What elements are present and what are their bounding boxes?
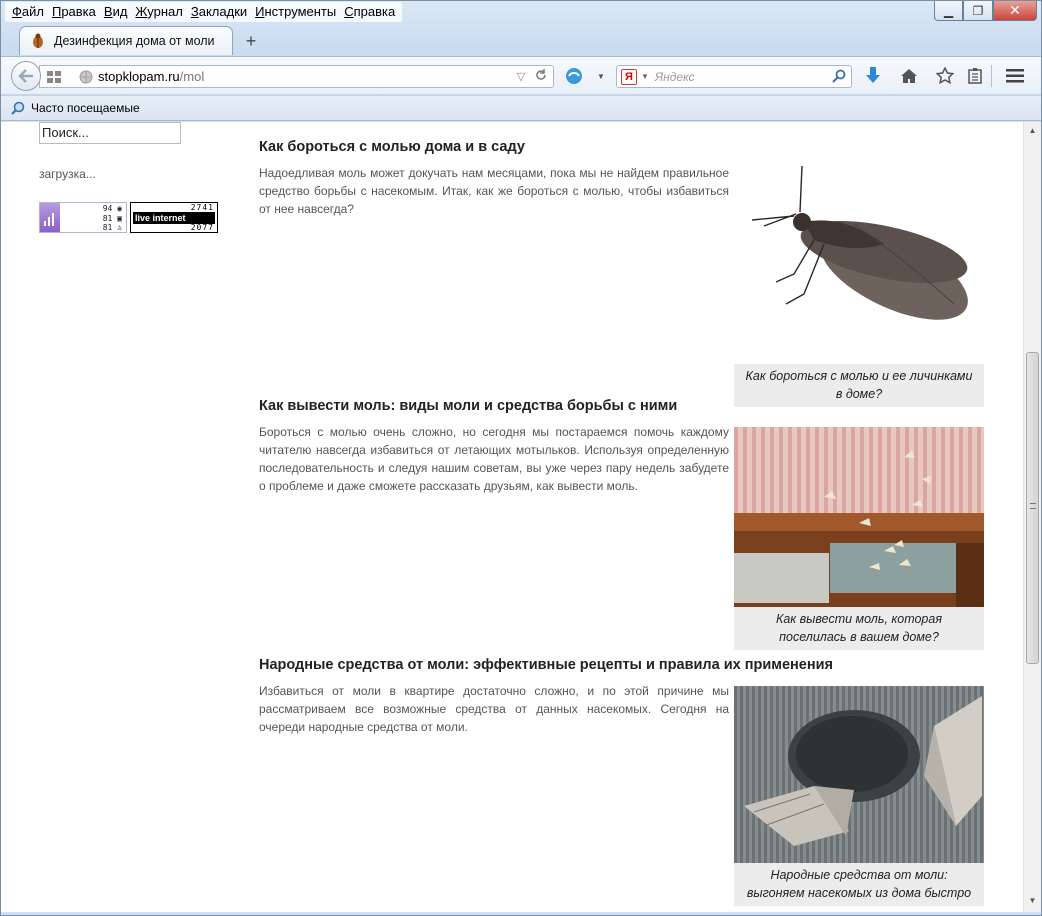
url-dropdown-icon[interactable]: ▽ xyxy=(516,71,526,83)
scroll-down-icon[interactable]: ▼ xyxy=(1028,896,1037,905)
figure-caption: Народные средства от моли: выгоняем насекомых из дома быстро xyxy=(734,863,984,906)
maximize-icon: ❐ xyxy=(972,3,984,18)
bookmark-star-icon[interactable] xyxy=(935,66,955,86)
menu-help[interactable]: Справка xyxy=(344,4,396,19)
page-viewport xyxy=(1,122,1023,912)
home-icon[interactable] xyxy=(899,66,919,86)
article-card xyxy=(259,138,985,401)
tab-strip xyxy=(1,23,1041,55)
vertical-scrollbar[interactable] xyxy=(1023,122,1041,912)
yandex-dropdown-icon[interactable]: ▼ xyxy=(597,71,605,81)
article-title-link[interactable]: Как вывести моль: виды моли и средства борьбы с ними xyxy=(259,398,678,414)
menu-view[interactable]: Вид xyxy=(103,4,128,19)
menu-file[interactable]: Файл xyxy=(12,4,44,19)
bookmarks-list-icon[interactable] xyxy=(965,66,985,86)
article-excerpt: Бороться с молью очень сложно, но сегодня мы постараемся помочь каждому читателю навсегда избавиться от летающих мотыльков. Используя определенную последовательность и следуя нашим советам, вы уже через пару недель забудете о проблеме и даже сможете рассказать друзьям, как вывести моль. xyxy=(259,425,729,493)
magnifier-icon[interactable] xyxy=(831,68,847,84)
yandex-elements-icon[interactable] xyxy=(564,66,584,86)
article-figure[interactable] xyxy=(734,686,984,906)
counter-bottom-value: 2077 xyxy=(190,223,214,232)
menu-history[interactable]: Журнал xyxy=(135,4,183,19)
article-figure[interactable] xyxy=(734,427,984,650)
loading-text: загрузка... xyxy=(39,167,96,181)
menu-bar xyxy=(5,2,402,22)
menu-edit[interactable]: Правка xyxy=(51,4,96,19)
article-card xyxy=(259,656,985,900)
toolbar-separator xyxy=(991,65,992,87)
new-tab-button[interactable]: + xyxy=(245,31,257,51)
frequent-sites-icon[interactable] xyxy=(10,100,26,116)
moth-image[interactable] xyxy=(734,164,984,364)
search-box[interactable] xyxy=(616,65,852,88)
search-engine-dropdown-icon[interactable]: ▼ xyxy=(641,72,649,81)
maximize-button[interactable] xyxy=(963,1,993,21)
grip-icon xyxy=(1030,503,1036,509)
yandex-logo-icon: Я xyxy=(621,69,637,85)
sidebar-search-input[interactable]: Поиск... xyxy=(39,122,181,144)
tab-active[interactable] xyxy=(19,26,233,55)
article-figure[interactable] xyxy=(734,164,984,407)
menu-tools[interactable]: Инструменты xyxy=(255,4,337,19)
drawer-moths-image[interactable] xyxy=(734,427,984,607)
liveinternet-counter[interactable] xyxy=(130,202,218,233)
search-placeholder: Яндекс xyxy=(654,69,695,84)
window-controls xyxy=(934,1,1037,21)
hamburger-menu-icon[interactable] xyxy=(1005,66,1025,86)
browser-chrome xyxy=(1,1,1041,121)
article-title-link[interactable]: Как бороться с молью дома и в саду xyxy=(259,139,525,155)
figure-caption: Как бороться с молью и ее личинками в доме? xyxy=(734,364,984,407)
article-excerpt: Избавиться от моли в квартире достаточно сложно, и по этой причине мы рассматриваем все возможные средства от данных насекомых. Сегодня на очереди народные средства от моли. xyxy=(259,684,729,734)
tab-title: Дезинфекция дома от моли xyxy=(54,34,215,48)
close-window-button[interactable] xyxy=(993,1,1037,21)
scroll-up-icon[interactable]: ▲ xyxy=(1028,126,1037,135)
back-button[interactable] xyxy=(11,61,41,91)
close-icon: ✕ xyxy=(1009,2,1021,18)
bookmarks-toolbar xyxy=(1,95,1041,121)
grid-icon[interactable] xyxy=(46,69,62,85)
url-text: stopklopam.ru/mol xyxy=(98,69,205,84)
minimize-icon: ▁ xyxy=(943,3,954,18)
figure-caption: Как вывести моль, которая поселилась в вашем доме? xyxy=(734,607,984,650)
metrika-bars-icon xyxy=(40,203,60,232)
menu-bookmarks[interactable]: Закладки xyxy=(190,4,248,19)
globe-icon xyxy=(78,69,94,85)
reload-icon[interactable] xyxy=(535,69,547,84)
minimize-button[interactable] xyxy=(934,1,963,21)
scrollbar-thumb[interactable] xyxy=(1026,352,1039,664)
article-title-link[interactable]: Народные средства от моли: эффективные рецепты и правила их применения xyxy=(259,657,833,673)
liveinternet-logo: live internet xyxy=(133,212,215,224)
navigation-toolbar xyxy=(1,56,1041,94)
yandex-metrika-counter[interactable]: 94 ◉ 81 ▣ 81 ♙ xyxy=(39,202,127,233)
article-card xyxy=(259,397,985,644)
sweater-moths-image[interactable] xyxy=(734,686,984,863)
counter-top-value: 2741 xyxy=(190,203,214,212)
download-icon[interactable] xyxy=(863,66,883,86)
address-bar[interactable] xyxy=(39,65,554,88)
bug-favicon-icon xyxy=(30,33,46,49)
frequent-sites-link[interactable]: Часто посещаемые xyxy=(31,101,140,115)
back-arrow-icon xyxy=(18,69,34,83)
article-excerpt: Надоедливая моль может докучать нам месяцами, пока мы не найдем правильное средство борьбы с насекомым. Итак, как же бороться с молью, чтобы избавиться от нее навсегда? xyxy=(259,166,729,216)
